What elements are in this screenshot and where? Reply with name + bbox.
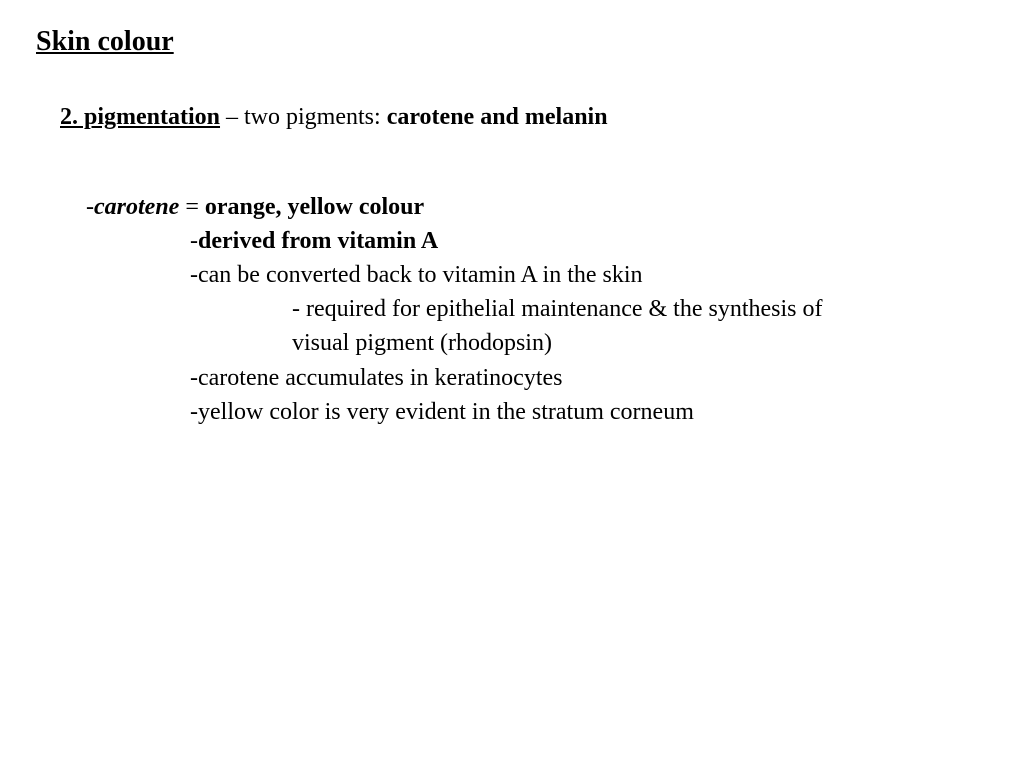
carotene-line: [86, 190, 424, 224]
accumulates-line: -carotene accumulates in keratinocytes: [190, 365, 563, 391]
pigments-list: carotene and melanin: [386, 104, 608, 130]
derived-dash: -: [190, 228, 198, 254]
pigmentation-heading: [60, 100, 608, 134]
carotene-dash: -: [86, 194, 94, 220]
pigmentation-label: 2. pigmentation: [60, 104, 221, 130]
carotene-description: orange, yellow colour: [204, 194, 425, 220]
derived-text: derived from vitamin A: [198, 228, 439, 254]
derived-line: [190, 224, 438, 258]
slide-title: Skin colour: [36, 26, 174, 57]
carotene-equals: =: [179, 194, 205, 220]
carotene-term: carotene: [94, 194, 180, 220]
yellow-line: -yellow color is very evident in the stratum corneum: [190, 399, 694, 425]
converted-line: -can be converted back to vitamin A in the skin: [190, 262, 643, 288]
pigmentation-separator: – two pigments:: [220, 104, 387, 130]
required-line-1: - required for epithelial maintenance & the synthesis of: [292, 296, 823, 322]
required-line-2: visual pigment (rhodopsin): [292, 330, 552, 356]
